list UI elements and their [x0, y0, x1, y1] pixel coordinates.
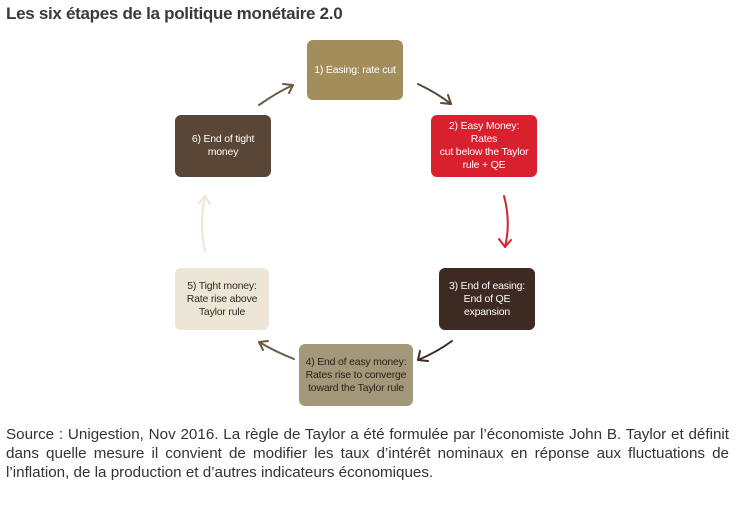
arrow-6-to-1: [259, 84, 293, 105]
step-4-end-of-easy-money-box: 4) End of easy money: Rates rise to converge toward the Taylor rule: [299, 344, 413, 406]
arrow-1-to-2: [418, 84, 451, 104]
step-2-easy-money-box: 2) Easy Money: Rates cut below the Taylor rule + QE: [431, 115, 537, 177]
arrow-2-to-3: [499, 196, 511, 247]
arrow-5-to-6: [199, 196, 210, 251]
arrow-3-to-4: [418, 341, 452, 361]
source-note: Source : Unigestion, Nov 2016. La règle de Taylor a été formulée par l’économiste John B. Taylor et définit dans quelle mesure il convient de modifier les taux d’intérêt nominaux en réponse aux fluctuations de l’inflation, de la production et d’autres indicateurs économiques.: [6, 426, 729, 481]
figure-title: Les six étapes de la politique monétaire 2.0: [6, 4, 343, 23]
step-1-easing-box: 1) Easing: rate cut: [307, 40, 403, 100]
arrow-4-to-5: [259, 341, 294, 359]
step-6-end-of-tight-money-box: 6) End of tight money: [175, 115, 271, 177]
step-5-tight-money-box: 5) Tight money: Rate rise above Taylor rule: [175, 268, 269, 330]
step-3-end-of-easing-box: 3) End of easing: End of QE expansion: [439, 268, 535, 330]
